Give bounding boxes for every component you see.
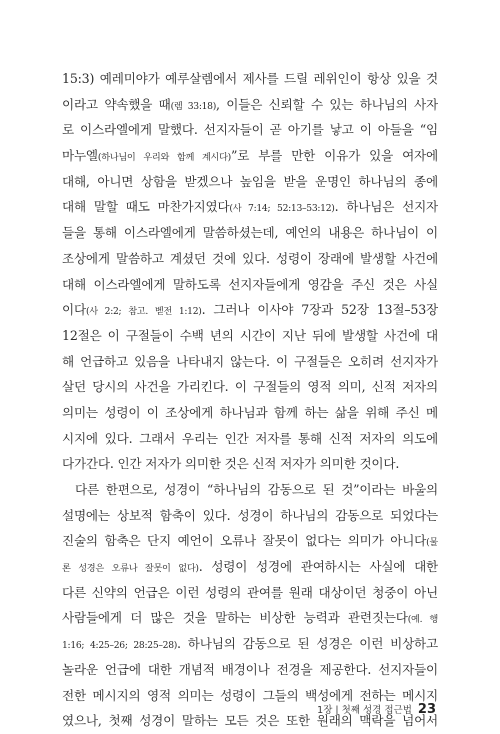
- line-text: 해 언급하고 있음을 나타내지 않는다. 이 구절들은 오히려 선지자가: [62, 353, 438, 369]
- line-text: , 이들은 신뢰할 수 있는 하나님의 사자: [216, 96, 438, 112]
- citation-text: (하나님이 우리와 함께 계시다): [97, 152, 231, 164]
- line-text: 였으나, 첫째 성경이 말하는 모든 것은 또한 원래의 맥락을 넘어서: [62, 713, 438, 729]
- page-footer: [317, 702, 436, 717]
- line-text: 조상에게 말씀하고 계셨던 것에 있다. 성령이 장래에 발생할 사건에: [62, 250, 438, 266]
- text-line: [62, 528, 438, 554]
- text-line: [62, 580, 438, 606]
- text-line: [62, 426, 438, 452]
- text-line: [62, 605, 438, 631]
- citation-text: 론 성경은 오류나 잘못이 없다): [62, 563, 199, 575]
- line-text: 다른 한편으로, 성경이 “하나님의 감동으로 된 것”이라는 바울의: [75, 482, 438, 497]
- line-text: 다른 신약의 언급은 이런 성령의 관여를 원래 대상이던 청중이 아닌: [62, 584, 438, 600]
- text-line: [62, 503, 438, 529]
- line-text: 이다: [62, 302, 86, 318]
- line-text: 살던 당시의 사건을 가리킨다. 이 구절들의 영적 의미, 신적 저자의: [62, 379, 438, 395]
- line-text: 로 이스라엘에게 말했다. 선지자들이 곧 아기를 낳고 이 아들을 “임: [62, 122, 438, 138]
- text-line: [62, 323, 438, 349]
- text-line: [62, 169, 438, 195]
- line-text: . 하나님은 선지자: [334, 199, 438, 215]
- line-text: 다가간다. 인간 저자가 의미한 것은 신적 저자가 의미한 것이다.: [62, 456, 400, 472]
- line-text: 설명에는 상보적 함축이 있다. 성경이 하나님의 감동으로 되었다는: [62, 507, 438, 523]
- line-text: 12절은 이 구절들이 수백 년의 시간이 지난 뒤에 발생할 사건에 대: [62, 327, 438, 343]
- text-line: [62, 220, 438, 246]
- text-line: [62, 349, 438, 375]
- line-text: 사람들에게 더 많은 것을 말하는 비상한 능력과 관련짓는다: [62, 610, 408, 626]
- line-text: 대해, 아니면 상함을 받겠으나 높임을 받을 운명인 하나님의 종에: [62, 173, 438, 189]
- line-text: . 성령이 성경에 관여하시는 사실에 대한: [198, 559, 438, 575]
- citation-text: (사 2:2; 참고. 벧전 1:12): [85, 306, 202, 318]
- text-line: [62, 117, 438, 143]
- citation-text: (렘 33:18): [170, 100, 217, 112]
- text-line: [62, 374, 438, 400]
- text-line: [62, 194, 438, 220]
- text-line: [62, 143, 438, 169]
- citation-text: (사 7:14; 52:13–53:12): [229, 203, 335, 215]
- line-text: 놀라운 언급에 대한 개념적 배경이나 전경을 제공한다. 선지자들이: [62, 661, 438, 677]
- text-line: [62, 657, 438, 683]
- text-line: [62, 272, 438, 298]
- line-text: 대해 이스라엘에게 말하도록 선지자들에게 영감을 주신 것은 사실: [62, 276, 438, 292]
- line-text: 전한 메시지의 영적 의미는 성령이 그들의 백성에게 전하는 메시지: [62, 687, 438, 703]
- line-text: 15:3) 예레미야가 예루살렘에서 제사를 드릴 레위인이 항상 있을 것: [62, 71, 438, 86]
- line-text: . 하나님의 감동으로 된 성경은 이런 비상하고: [177, 636, 438, 652]
- body-text: [62, 66, 438, 734]
- text-line: [62, 477, 438, 503]
- page-number: 23: [417, 702, 436, 717]
- line-text: 대해 말할 때도 마찬가지였다: [62, 199, 230, 215]
- text-line: [62, 297, 438, 323]
- line-text: 의미는 성령이 이 조상에게 하나님과 함께 하는 삶을 위해 주신 메: [62, 404, 438, 420]
- text-line: [62, 451, 438, 477]
- line-text: 마누엘: [62, 148, 98, 164]
- text-line: [62, 554, 438, 580]
- line-text: 이라고 약속했을 때: [62, 96, 171, 112]
- text-line: [62, 246, 438, 272]
- citation-text: (예. 행: [407, 614, 438, 626]
- line-text: 들을 통해 이스라엘에게 말씀하셨는데, 예언의 내용은 하나님이 이: [62, 225, 438, 241]
- running-footer-chapter: 1장 | 첫째 성경 접근법: [317, 705, 412, 716]
- line-text: 시지에 있다. 그래서 우리는 인간 저자를 통해 신적 저자의 의도에: [62, 430, 438, 446]
- text-line: [62, 66, 438, 92]
- citation-text: (물: [426, 537, 438, 549]
- line-text: ”로 부를 만한 이유가 있을 여자에: [230, 148, 438, 164]
- citation-text: 1:16; 4:25–26; 28:25–28): [62, 640, 178, 652]
- line-text: 진술의 함축은 단지 예언이 오류나 잘못이 없다는 의미가 아니다: [62, 533, 427, 549]
- text-line: [62, 92, 438, 118]
- line-text: . 그러나 이사야 7장과 52장 13절–53장: [201, 302, 438, 318]
- text-line: [62, 400, 438, 426]
- text-line: [62, 631, 438, 657]
